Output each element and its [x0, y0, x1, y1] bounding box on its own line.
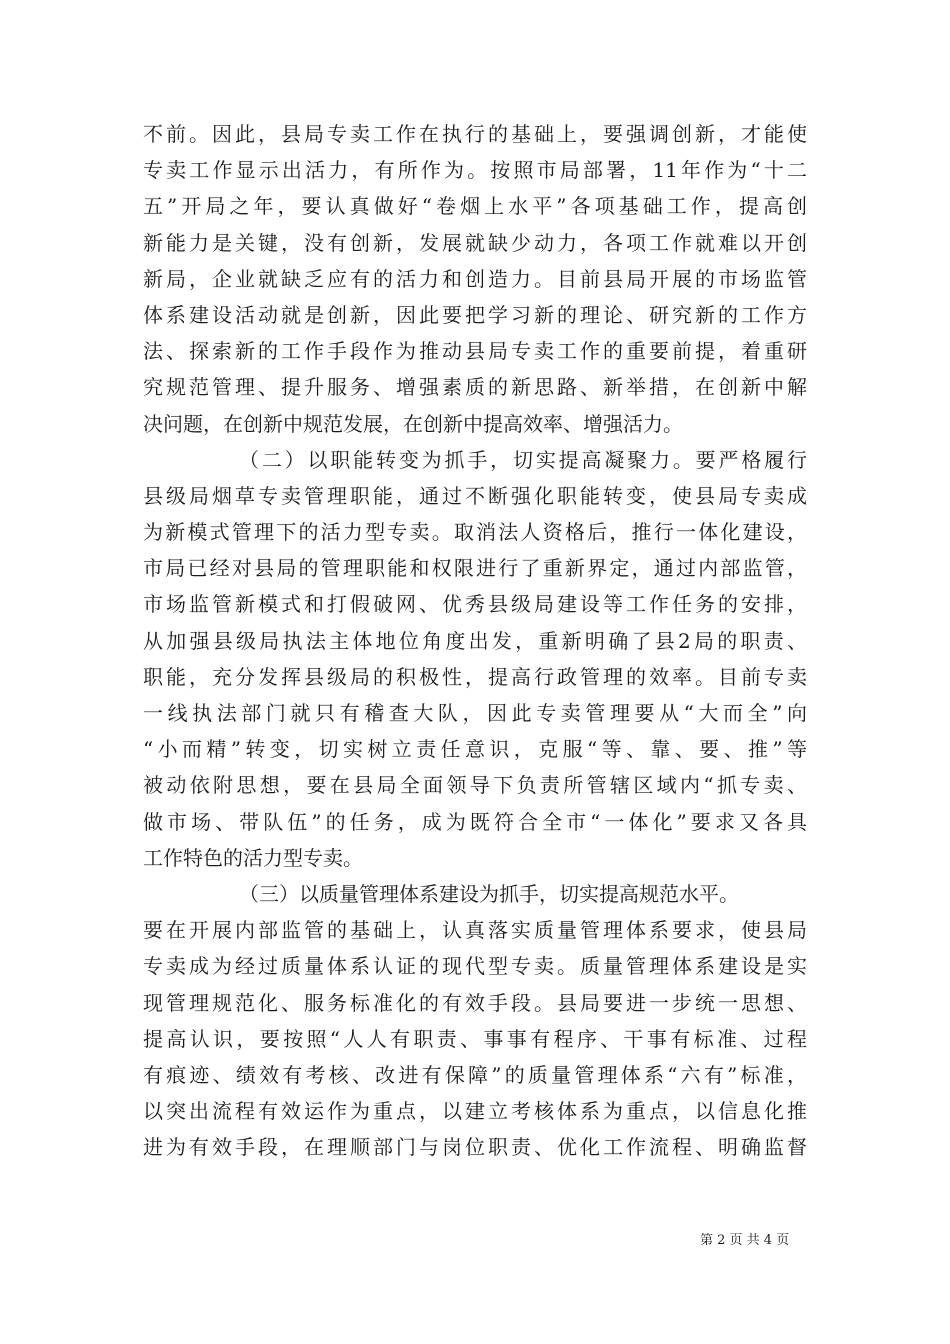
document-body [143, 116, 807, 1165]
text-line: 法、探索新的工作手段作为推动县局专卖工作的重要前提，着重研 [143, 339, 807, 364]
text-line: 以突出流程有效运作为重点，以建立考核体系为重点，以信息化推 [143, 1099, 807, 1124]
text-line: 市局已经对县局的管理职能和权限进行了重新界定，通过内部监管， [143, 556, 807, 581]
text-line: 市场监管新模式和打假破网、优秀县级局建设等工作任务的安排， [143, 592, 807, 617]
text-line: 为新模式管理下的活力型专卖。取消法人资格后，推行一体化建设， [143, 520, 807, 545]
text-line: 一线执法部门就只有稽查大队，因此专卖管理要从“大而全”向 [143, 701, 807, 725]
text-line: 进为有效手段，在理顺部门与岗位职责、优化工作流程、明确监督 [143, 1135, 807, 1160]
text-line: 体系建设活动就是创新，因此要把学习新的理论、研究新的工作方 [143, 302, 807, 327]
text-line: 专卖成为经过质量体系认证的现代型专卖。质量管理体系建设是实 [143, 954, 807, 979]
text-line: 职能，充分发挥县级局的积极性，提高行政管理的效率。目前专卖 [143, 664, 807, 689]
text-line: 工作特色的活力型专卖。 [143, 845, 363, 870]
text-line: 有痕迹、绩效有考核、改进有保障”的质量管理体系“六有”标准， [143, 1062, 807, 1087]
text-line: 做市场、带队伍”的任务，成为既符合全市“一体化”要求又各具 [143, 809, 807, 834]
text-line: “小而精”转变，切实树立责任意识，克服“等、靠、要、推”等 [143, 737, 807, 762]
text-line: （二）以职能转变为抓手，切实提高凝聚力。要严格履行 [239, 447, 807, 472]
text-line: 决问题，在创新中规范发展，在创新中提高效率、增强活力。 [143, 411, 683, 436]
text-line: 新局，企业就缺乏应有的活力和创造力。目前县局开展的市场监管 [143, 266, 807, 291]
page-number: 第 2 页 共 4 页 [700, 1233, 790, 1248]
text-line: 从加强县级局执法主体地位角度出发，重新明确了县2局的职责、 [143, 628, 807, 653]
text-line: 专卖工作显示出活力，有所作为。按照市局部署，11年作为“十二 [143, 158, 807, 183]
text-line: 县级局烟草专卖管理职能，通过不断强化职能转变，使县局专卖成 [143, 483, 807, 508]
text-line: 提高认识，要按照“人人有职责、事事有程序、干事有标准、过程 [143, 1026, 807, 1051]
text-line: 现管理规范化、服务标准化的有效手段。县局要进一步统一思想、 [143, 990, 807, 1015]
text-line: 五”开局之年，要认真做好“卷烟上水平”各项基础工作，提高创 [143, 194, 807, 219]
text-line: 究规范管理、提升服务、增强素质的新思路、新举措，在创新中解 [143, 375, 807, 400]
text-line: 新能力是关键，没有创新，发展就缺少动力，各项工作就难以开创 [143, 230, 807, 255]
text-line: 不前。因此，县局专卖工作在执行的基础上，要强调创新，才能使 [143, 122, 807, 146]
text-line: 要在开展内部监管的基础上，认真落实质量管理体系要求，使县局 [143, 918, 807, 943]
text-line: （三）以质量管理体系建设为抓手，切实提高规范水平。 [239, 881, 739, 906]
text-line: 被动依附思想，要在县局全面领导下负责所管辖区域内“抓专卖、 [143, 773, 807, 798]
